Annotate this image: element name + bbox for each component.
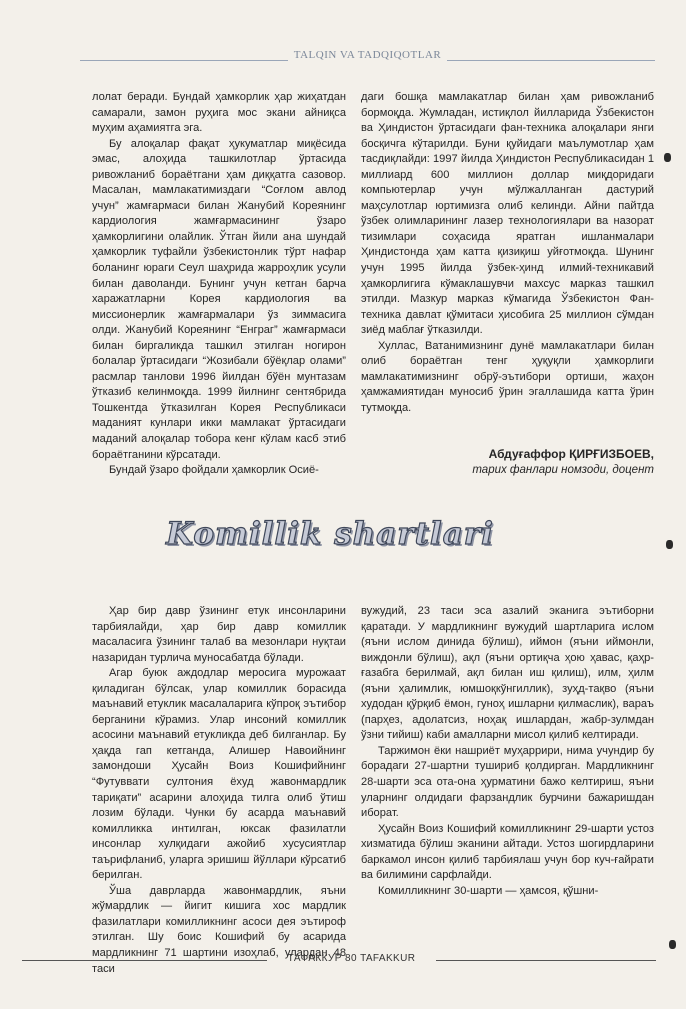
article-title: Komillik shartlari bbox=[166, 516, 494, 552]
bottom-article-right-column bbox=[361, 604, 654, 899]
paragraph: Комилликнинг 30-шарти — ҳамсоя, қўшни- bbox=[378, 884, 599, 897]
author-title: тарих фанлари номзоди, доцент bbox=[472, 464, 654, 476]
author-signature bbox=[361, 446, 654, 478]
top-article-right-column bbox=[361, 90, 654, 416]
paragraph: Бундай ўзаро фойдали ҳамкорлик Осиё- bbox=[109, 464, 319, 477]
top-article-left-column bbox=[92, 90, 346, 479]
paragraph: Хуллас, Ватанимизнинг дунё мамлакатлари билан олиб бораётган тенг ҳуқуқли ҳамкорлиги мамлакатимизнинг обрў-эътибори ортиши, жаҳон ҳамжамиятидан муносиб ўрин эгаллашида катта ўрин тутмоқда. bbox=[361, 339, 654, 414]
paragraph: вужудий, 23 таси эса азалий эканига эътиборни қаратади. У мардликнинг вужудий шартларига ислом (яъни ислом динида бўлиш), иймон (яъни иймонли, виждонли бўлиш), ақл (яъни ортиқча ҳою ҳавас, қаҳр-ғазабга берилмай, ақл билан иш қилиш), илм, ҳилм (яъни ҳалимлик, юмшоқкўнгиллик), зуҳд-тақво (яъни худодан қўрқиб ёмон, гуноҳ ишларни қилмаслик), вараъ (парҳез, адолатсиз, ноҳақ ишлардан, жабр-зулмдан ўзни тийиш) каби амалларни мисол қилиб келтиради. bbox=[361, 605, 654, 742]
paragraph: Бу алоқалар фақат ҳукуматлар миқёсида эмас, алоҳида ташкилотлар ўртасида ривожланиб бораётгани ҳам диққатга сазовор. Масалан, мамлакатимиздаги “Соғлом авлод учун” жамғармаси билан Жанубий Кореянинг кардиология жамғармасининг ўзаро ҳамкорлигини олайлик. Ўтган йили ана шундай ҳамкорлик туфайли ўзбекистонлик тўрт нафар боланинг юраги Сеул шаҳрида жарроҳлик усули билан даволанди. Бунинг учун кетган барча харажатларни Корея кардиология ва миссионерлик жамғармалари ўз зиммасига олди. Жанубий Кореянинг “Енграг” жамғармаси билан биргаликда ташкил этилган ногирон болалар ўртасидаги “Жозибали бўёқлар олами” расмлар танлови 1996 йилдан бўён мунтазам ўтказиб келинмоқда. 1999 йилнинг сентябрида Тошкентда ўтказилган Корея Республикаси маданият кунлари икки мамлакат ўртасидаги маданий алоқалар тобора кенг кўлам касб этиб бораётганини кўрсатади. bbox=[92, 137, 346, 461]
paragraph: Ҳар бир давр ўзининг етук инсонларини тарбиялайди, ҳар бир давр комиллик масаласига ўзининг талаб ва мезонлари нуқтаи назаридан турлича муносабатда бўлади. bbox=[92, 605, 346, 664]
paragraph: Таржимон ёки нашриёт муҳаррири, нима учундир бу борадаги 27-шартни тушириб қолдирган. Мардликнинг 28-шарти эса ота-она ҳурматини бажо келтириш, яъни уларнинг олдидаги фарзандлик бурчини бажаришдан иборат. bbox=[361, 744, 654, 820]
section-header-text: TALQIN VA TADQIQOTLAR bbox=[288, 49, 447, 61]
author-name: Абдуғаффор ҚИРҒИЗБОЕВ, bbox=[488, 447, 654, 461]
binder-hole-mark bbox=[666, 540, 673, 549]
paragraph: Агар буюк аждодлар меросига мурожаат қиладиган бўлсак, улар комиллик борасида маънавий етуклик масалаларига кўпроқ эътибор берганини кўрамиз. Улар инсоний комиллик асосини маънавий етукликда деб билганлар. Бу ҳақда гап кетганда, Алишер Навоийнинг замондоши Ҳусайн Воиз Кошифийнинг “Футуввати султония ёхуд жавонмардлик тариқати” асарини алоҳида тилга олиб ўтиш лозим бўлади. Чунки бу асарда маънавий комилликка интилган, юксак фазилатли инсонлар хулқидаги ажойиб хусусиятлар таърифланиб, уларга эришиш йўллари кўрсатиб берилган. bbox=[92, 667, 346, 882]
bottom-article-left-column bbox=[92, 604, 346, 977]
paragraph: даги бошқа мамлакатлар билан ҳам ривожланиб бормоқда. Жумладан, истиқлол йилларида Ўзбекистон ва Ҳиндистон ўртасидаги фан-техника алоқалари янги босқичга кўтарилди. Буни қуйидаги маълумотлар ҳам тасдиқлайди: 1997 йилда Ҳиндистон Республикасидан 1 миллиард 600 миллион доллар миқдоридаги компьютерлар учун мўлжалланган дастурий маҳсулотлар юртимизга олиб келинди. Айни пайтда ўзбек олимларининг лазер технологиялари ва назорат тизимлари соҳасида яратган ишланмалари Ҳиндистонда ҳам катта қизиқиш уйғотмоқда. Шунинг учун 1995 йилда ўзбек-ҳинд илмий-техникавий ҳамкорлигига кўмаклашувчи махсус марказ ташкил этилди. Мазкур марказ кўмагида Ўзбекистон Фан-техника давлат қўмитаси ҳисобига 25 миллион сўмдан зиёд маблағ ўтказилди. bbox=[361, 91, 654, 337]
footer-rule-right bbox=[436, 960, 656, 961]
page-footer: ТАФАККУР 80 TAFAKKUR bbox=[287, 953, 416, 964]
paragraph: Ҳусайн Воиз Кошифий комилликнинг 29-шарти устоз хизматида бўлиш эканини айтади. Устоз шогирдларини баркамол инсон қилиб тарбиялаш учун бор куч-ғайрати ва билимини сарфлайди. bbox=[361, 822, 654, 882]
paragraph: Ўша даврларда жавонмардлик, яъни жўмардлик — йигит кишига хос мардлик фазилатлари комилликнинг асоси дея эътироф этилган. Шу боис Кошифий бу асарида мардликнинг 71 шартини изоҳлаб, улардан 48 таси bbox=[92, 884, 346, 975]
paragraph: лолат беради. Бундай ҳамкорлик ҳар жиҳатдан самарали, замон руҳига мос экани айниқса муҳим аҳамиятга эга. bbox=[92, 91, 346, 135]
binder-hole-mark bbox=[664, 153, 671, 162]
binder-hole-mark bbox=[669, 940, 676, 949]
section-header bbox=[80, 49, 655, 61]
footer-rule-left bbox=[22, 960, 267, 961]
